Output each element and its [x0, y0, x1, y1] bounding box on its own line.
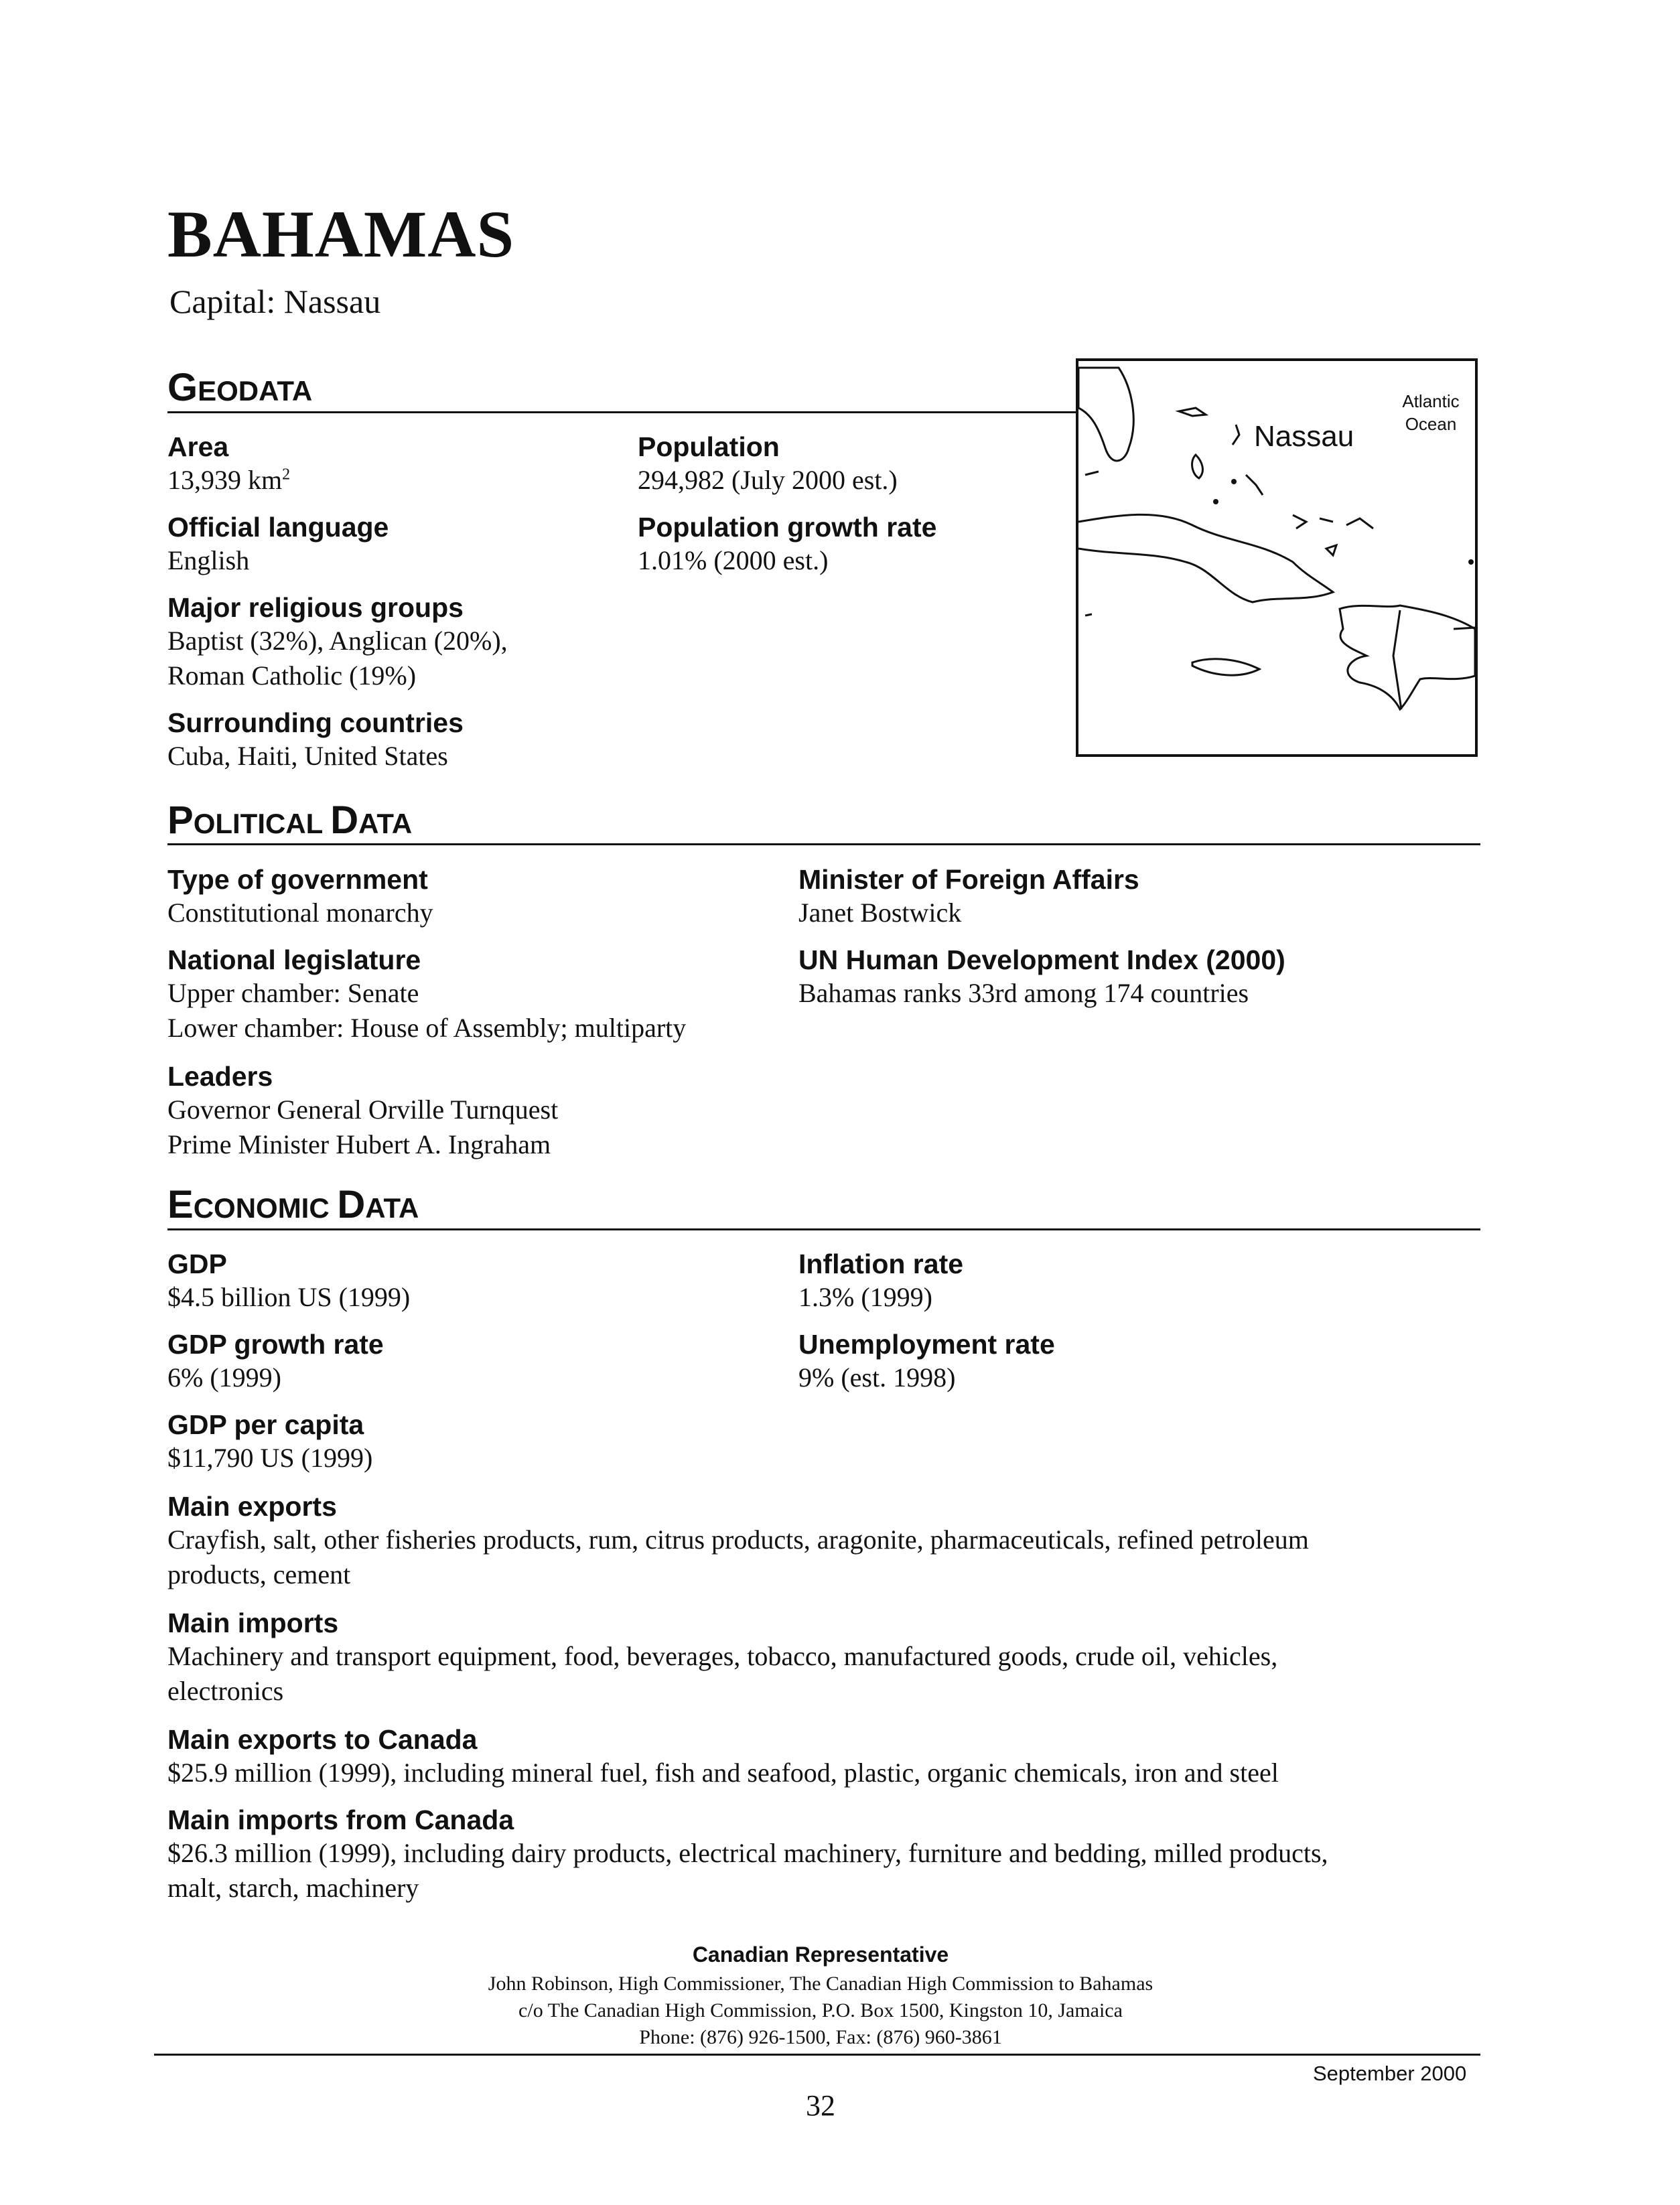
- cuba-shape: [1078, 514, 1333, 602]
- exports-to-canada-label: Main exports to Canada: [167, 1724, 478, 1755]
- area-field: [167, 431, 290, 498]
- page-number: 32: [806, 2089, 835, 2122]
- population-field: [638, 431, 898, 498]
- economic-rule: [167, 1228, 1480, 1230]
- island-shape: [1346, 518, 1373, 528]
- imports-from-canada-value: $26.3 million (1999), including dairy products, electrical machinery, furniture and bedding, milled products, malt, starch, machinery: [167, 1838, 1328, 1904]
- main-exports-value: Crayfish, salt, other fisheries products, rum, citrus products, aragonite, pharmaceuticals, refined petroleum products, cement: [167, 1524, 1309, 1590]
- gdp-label: GDP: [167, 1249, 227, 1279]
- leaders-label: Leaders: [167, 1061, 273, 1092]
- inflation-value: 1.3% (1999): [798, 1282, 932, 1313]
- exports-to-canada-field: [167, 1724, 1480, 1790]
- foreign-minister-label: Minister of Foreign Affairs: [798, 864, 1139, 895]
- main-imports-label: Main imports: [167, 1608, 339, 1638]
- hdi-label: UN Human Development Index (2000): [798, 944, 1285, 975]
- geodata-heading: GEODATA: [167, 366, 313, 409]
- population-growth-field: [638, 512, 936, 578]
- gdp-per-capita-field: [167, 1409, 372, 1476]
- official-language-label: Official language: [167, 512, 389, 543]
- main-exports-field: [167, 1491, 1480, 1592]
- inflation-field: [798, 1249, 963, 1315]
- government-type-field: [167, 864, 433, 930]
- unemployment-value: 9% (est. 1998): [798, 1362, 956, 1393]
- publication-date: September 2000: [1313, 2062, 1467, 2085]
- official-language-field: [167, 512, 389, 578]
- map-nassau-label: Nassau: [1254, 420, 1354, 453]
- puerto-rico-shape: [1454, 628, 1475, 629]
- footer-rule: [154, 2054, 1480, 2056]
- inflation-label: Inflation rate: [798, 1249, 964, 1279]
- island-shape: [1293, 515, 1306, 528]
- gdp-growth-value: 6% (1999): [167, 1362, 281, 1393]
- unemployment-label: Unemployment rate: [798, 1329, 1055, 1360]
- jamaica-shape: [1192, 659, 1259, 675]
- hdi-field: [798, 944, 1285, 1011]
- leaders-field: [167, 1061, 558, 1162]
- legislature-value: Upper chamber: Senate Lower chamber: House of Assembly; multiparty: [167, 978, 687, 1044]
- political-heading: POLITICAL DATA: [167, 798, 413, 842]
- area-value: 13,939 $km^2$: [167, 465, 291, 496]
- area-label: Area: [167, 431, 229, 462]
- gdp-growth-label: GDP growth rate: [167, 1329, 384, 1360]
- gdp-field: [167, 1249, 410, 1315]
- religious-groups-field: [167, 592, 508, 693]
- island-shape: [1192, 455, 1203, 478]
- locator-map: [1076, 358, 1478, 757]
- gdp-per-capita-value: $11,790 US (1999): [167, 1443, 373, 1474]
- representative-line-3: Phone: (876) 926-1500, Fax: (876) 960-3861: [639, 2026, 1002, 2048]
- capital-line: Capital: Nassau: [169, 283, 381, 320]
- exports-to-canada-value: $25.9 million (1999), including mineral fuel, fish and seafood, plastic, organic chemicals, iron and steel: [167, 1758, 1279, 1788]
- main-imports-value: Machinery and transport equipment, food, beverages, tobacco, manufactured goods, crude oil, vehicles, electronics: [167, 1641, 1278, 1707]
- religious-groups-value: Baptist (32%), Anglican (20%), Roman Catholic (19%): [167, 626, 508, 691]
- surrounding-countries-value: Cuba, Haiti, United States: [167, 741, 448, 772]
- main-imports-field: [167, 1608, 1480, 1709]
- population-growth-label: Population growth rate: [638, 512, 937, 543]
- representative-heading: Canadian Representative: [692, 1942, 949, 1967]
- economic-heading: ECONOMIC DATA: [167, 1183, 419, 1226]
- government-type-label: Type of government: [167, 864, 428, 895]
- political-rule: [167, 843, 1480, 845]
- unemployment-field: [798, 1329, 1055, 1395]
- island-shape: [1326, 545, 1336, 555]
- main-exports-label: Main exports: [167, 1491, 337, 1522]
- gdp-growth-field: [167, 1329, 384, 1395]
- foreign-minister-field: [798, 864, 1139, 930]
- island-shape: [1233, 425, 1239, 445]
- foreign-minister-value: Janet Bostwick: [798, 898, 962, 928]
- surrounding-countries-label: Surrounding countries: [167, 707, 464, 738]
- hispaniola-border: [1393, 610, 1401, 709]
- religious-groups-label: Major religious groups: [167, 592, 464, 623]
- imports-from-canada-label: Main imports from Canada: [167, 1804, 514, 1835]
- official-language-value: English: [167, 545, 250, 576]
- island-shape: [1246, 475, 1263, 495]
- surrounding-countries-field: [167, 707, 464, 774]
- hdi-value: Bahamas ranks 33rd among 174 countries: [798, 978, 1249, 1009]
- representative-line-2: c/o The Canadian High Commission, P.O. Box 1500, Kingston 10, Jamaica: [518, 1999, 1123, 2021]
- gdp-per-capita-label: GDP per capita: [167, 1409, 364, 1440]
- population-growth-value: 1.01% (2000 est.): [638, 545, 829, 576]
- island-shape: [1179, 408, 1206, 416]
- hispaniola-shape: [1340, 606, 1475, 709]
- florida-shape: [1078, 368, 1133, 461]
- imports-from-canada-field: [167, 1804, 1480, 1906]
- island-shape: [1320, 518, 1333, 522]
- legislature-field: [167, 944, 686, 1046]
- leaders-value: Governor General Orville Turnquest Prime Minister Hubert A. Ingraham: [167, 1094, 559, 1160]
- population-value: 294,982 (July 2000 est.): [638, 465, 898, 496]
- government-type-value: Constitutional monarchy: [167, 898, 433, 928]
- population-label: Population: [638, 431, 780, 462]
- legislature-label: National legislature: [167, 944, 421, 975]
- representative-line-1: John Robinson, High Commissioner, The Canadian High Commission to Bahamas: [488, 1973, 1153, 1995]
- map-ocean-label: Atlantic Ocean: [1402, 391, 1460, 434]
- gdp-value: $4.5 billion US (1999): [167, 1282, 411, 1313]
- geodata-rule: [167, 411, 1076, 413]
- country-title: BAHAMAS: [167, 197, 515, 271]
